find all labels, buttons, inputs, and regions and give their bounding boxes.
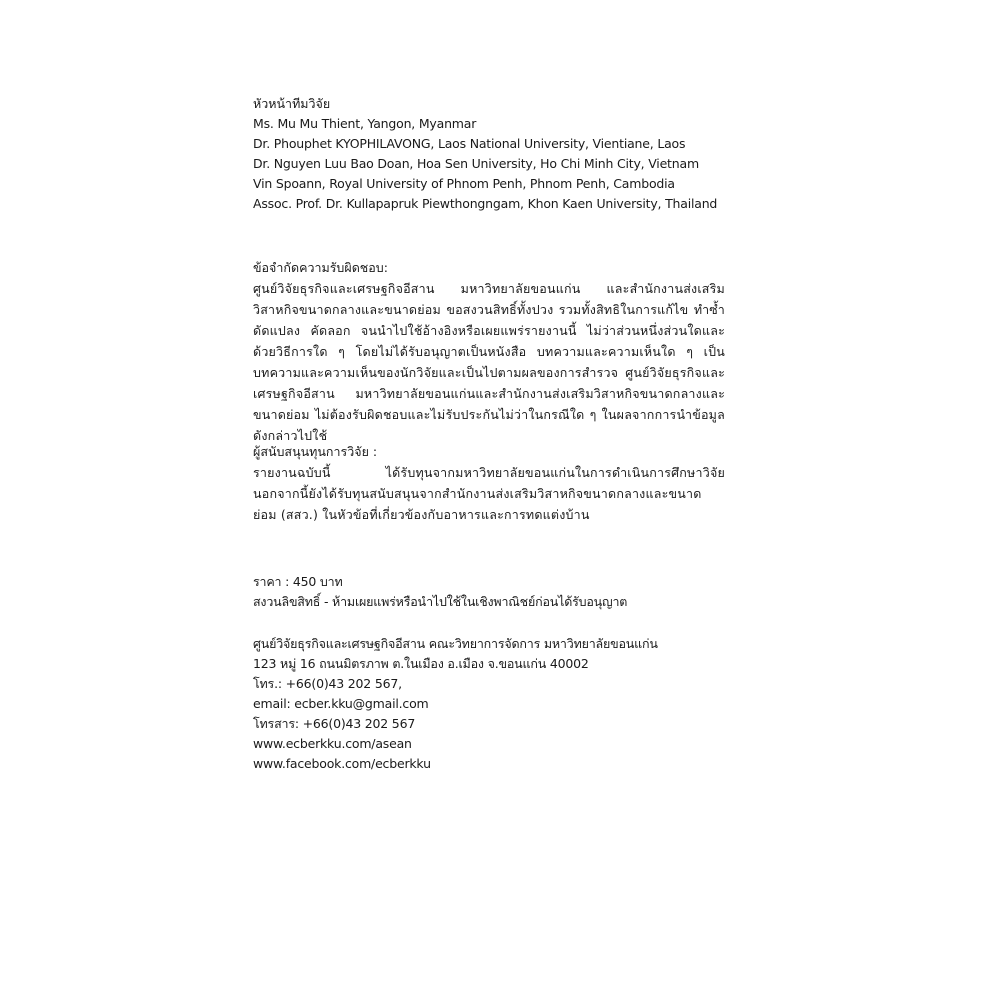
copyright-notice: สงวนลิขสิทธิ์ - ห้ามเผยแพร่หรือนำไปใช้ในเชิงพาณิชย์ก่อนได้รับอนุญาต — [253, 594, 628, 609]
funding-body: รายงานฉบับนี้ ได้รับทุนจากมหาวิทยาลัยขอนแก่นในการดำเนินการศึกษาวิจัย นอกจากนี้ยังได้รับทุนสนับสนุนจากสำนักงานส่งเสริมวิสาหกิจขนาดกลางและขนาดย่อม (สสว.) ในหัวข้อที่เกี่ยวข้องกับอาหารและการทดแต่งบ้าน — [253, 465, 725, 522]
disclaimer-heading: ข้อจำกัดความรับผิดชอบ: — [253, 260, 388, 275]
organization-name: ศูนย์วิจัยธุรกิจและเศรษฐกิจอีสาน คณะวิทยาการจัดการ มหาวิทยาลัยขอนแก่น — [253, 636, 658, 651]
website-text: www.ecberkku.com/asean — [253, 736, 412, 751]
disclaimer-body: ศูนย์วิจัยธุรกิจและเศรษฐกิจอีสาน มหาวิทยาลัยขอนแก่น และสำนักงานส่งเสริมวิสาหกิจขนาดกลางและขนาดย่อม ขอสงวนสิทธิ์ทั้งปวง รวมทั้งสิทธิในการแก้ไข ทำซ้ำ ดัดแปลง คัดลอก จนนำไปใช้อ้างอิงหรือเผยแพร่รายงานนี้ ไม่ว่าส่วนหนึ่งส่วนใดและด้วยวิธีการใด ๆ โดยไม่ได้รับอนุญาตเป็นหนังสือ บทความและความเห็นใด ๆ เป็นบทความและความเห็นของนักวิจัยและเป็นไปตามผลของการสำรวจ ศูนย์วิจัยธุรกิจและเศรษฐกิจอีสาน มหาวิทยาลัยขอนแก่นและสำนักงานส่งเสริมวิสาหกิจขนาดกลางและขนาดย่อม ไม่ต้องรับผิดชอบและไม่รับประกันไม่ว่าในกรณีใด ๆ ในผลจากการนำข้อมูลดังกล่าวไปใช้ — [253, 281, 725, 443]
address-text: 123 หมู่ 16 ถนนมิตรภาพ ต.ในเมือง อ.เมือง จ.ขอนแก่น 40002 — [253, 656, 589, 671]
facebook-text: www.facebook.com/ecberkku — [253, 756, 431, 771]
disclaimer-section — [253, 258, 725, 446]
research-team-section — [253, 94, 717, 214]
fax-text: โทรสาร: +66(0)43 202 567 — [253, 716, 416, 731]
researcher-name: Vin Spoann, Royal University of Phnom Penh, Phnom Penh, Cambodia — [253, 176, 675, 191]
price-text: ราคา : 450 บาท — [253, 574, 343, 589]
researcher-name: Dr. Nguyen Luu Bao Doan, Hoa Sen University, Ho Chi Minh City, Vietnam — [253, 156, 699, 171]
email-text: email: ecber.kku@gmail.com — [253, 696, 429, 711]
funding-heading: ผู้สนับสนุนทุนการวิจัย : — [253, 444, 378, 459]
researcher-name: Assoc. Prof. Dr. Kullapapruk Piewthongngam, Khon Kaen University, Thailand — [253, 196, 718, 211]
researcher-name: Ms. Mu Mu Thient, Yangon, Myanmar — [253, 116, 477, 131]
researcher-name: Dr. Phouphet KYOPHILAVONG, Laos National University, Vientiane, Laos — [253, 136, 686, 151]
contact-section — [253, 634, 658, 774]
funding-section — [253, 442, 725, 525]
phone-text: โทร.: +66(0)43 202 567, — [253, 676, 402, 691]
pricing-section — [253, 572, 627, 612]
research-team-heading: หัวหน้าทีมวิจัย — [253, 96, 331, 111]
